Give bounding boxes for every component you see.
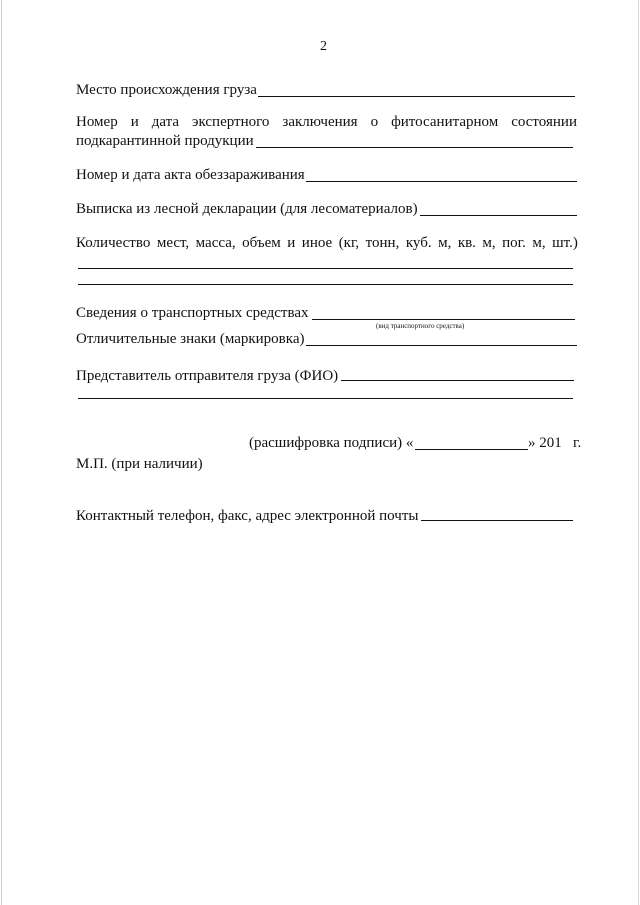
- disinfection-label: Номер и дата акта обеззараживания: [76, 167, 305, 183]
- expert-conclusion-word: экспертного: [192, 114, 270, 130]
- quantity-word: масса,: [195, 235, 236, 251]
- forest-declaration-line[interactable]: [420, 215, 577, 216]
- quantity-word: куб.: [405, 235, 432, 251]
- expert-conclusion-word: заключения: [282, 114, 358, 130]
- quantity-line-2[interactable]: [78, 284, 573, 285]
- transport-line[interactable]: [312, 319, 575, 320]
- quantity-word: м,: [438, 235, 452, 251]
- representative-line[interactable]: [341, 380, 574, 381]
- expert-conclusion-label-cont: подкарантинной продукции: [76, 133, 254, 149]
- quantity-word: кв.: [457, 235, 476, 251]
- page-number: 2: [320, 39, 327, 54]
- expert-conclusion-word: и: [130, 114, 139, 130]
- quantity-word: мест,: [156, 235, 190, 251]
- disinfection-line[interactable]: [306, 181, 577, 182]
- expert-conclusion-line[interactable]: [256, 147, 573, 148]
- expert-conclusion-word: дата: [151, 114, 180, 130]
- quantity-word: шт.): [552, 235, 578, 251]
- signature-decode-label: (расшифровка подписи) «: [249, 435, 414, 451]
- expert-conclusion-word: Номер: [76, 114, 118, 130]
- quantity-word: м,: [482, 235, 496, 251]
- date-suffix: » 201 г.: [528, 435, 582, 451]
- marking-label: Отличительные знаки (маркировка): [76, 331, 305, 347]
- origin-line[interactable]: [258, 96, 575, 97]
- transport-label: Сведения о транспортных средствах: [76, 305, 309, 321]
- contacts-line[interactable]: [421, 520, 573, 521]
- quantity-word: Количество: [76, 235, 151, 251]
- contacts-label: Контактный телефон, факс, адрес электронной почты: [76, 508, 419, 524]
- quantity-word: объем: [242, 235, 281, 251]
- expert-conclusion-label: [76, 114, 577, 131]
- stamp-label: М.П. (при наличии): [76, 456, 203, 472]
- transport-hint: (вид транспортного средства): [376, 322, 465, 330]
- quantity-word: иное: [301, 235, 333, 251]
- quantity-word: м,: [532, 235, 546, 251]
- scan-edge-left: [1, 0, 2, 905]
- date-line[interactable]: [415, 449, 528, 450]
- origin-label: Место происхождения груза: [76, 82, 257, 98]
- representative-label: Представитель отправителя груза (ФИО): [76, 368, 339, 384]
- quantity-line-1[interactable]: [78, 268, 573, 269]
- forest-declaration-label: Выписка из лесной декларации (для лесоматериалов): [76, 201, 418, 217]
- quantity-word: и: [287, 235, 296, 251]
- quantity-label: [76, 235, 578, 252]
- marking-line[interactable]: [306, 345, 577, 346]
- expert-conclusion-word: фитосанитарном: [391, 114, 499, 130]
- scan-edge-right: [638, 0, 639, 905]
- quantity-word: (кг,: [338, 235, 360, 251]
- quantity-word: тонн,: [365, 235, 400, 251]
- expert-conclusion-word: о: [370, 114, 379, 130]
- expert-conclusion-word: состоянии: [511, 114, 577, 130]
- quantity-word: пог.: [502, 235, 526, 251]
- representative-line-2[interactable]: [78, 398, 573, 399]
